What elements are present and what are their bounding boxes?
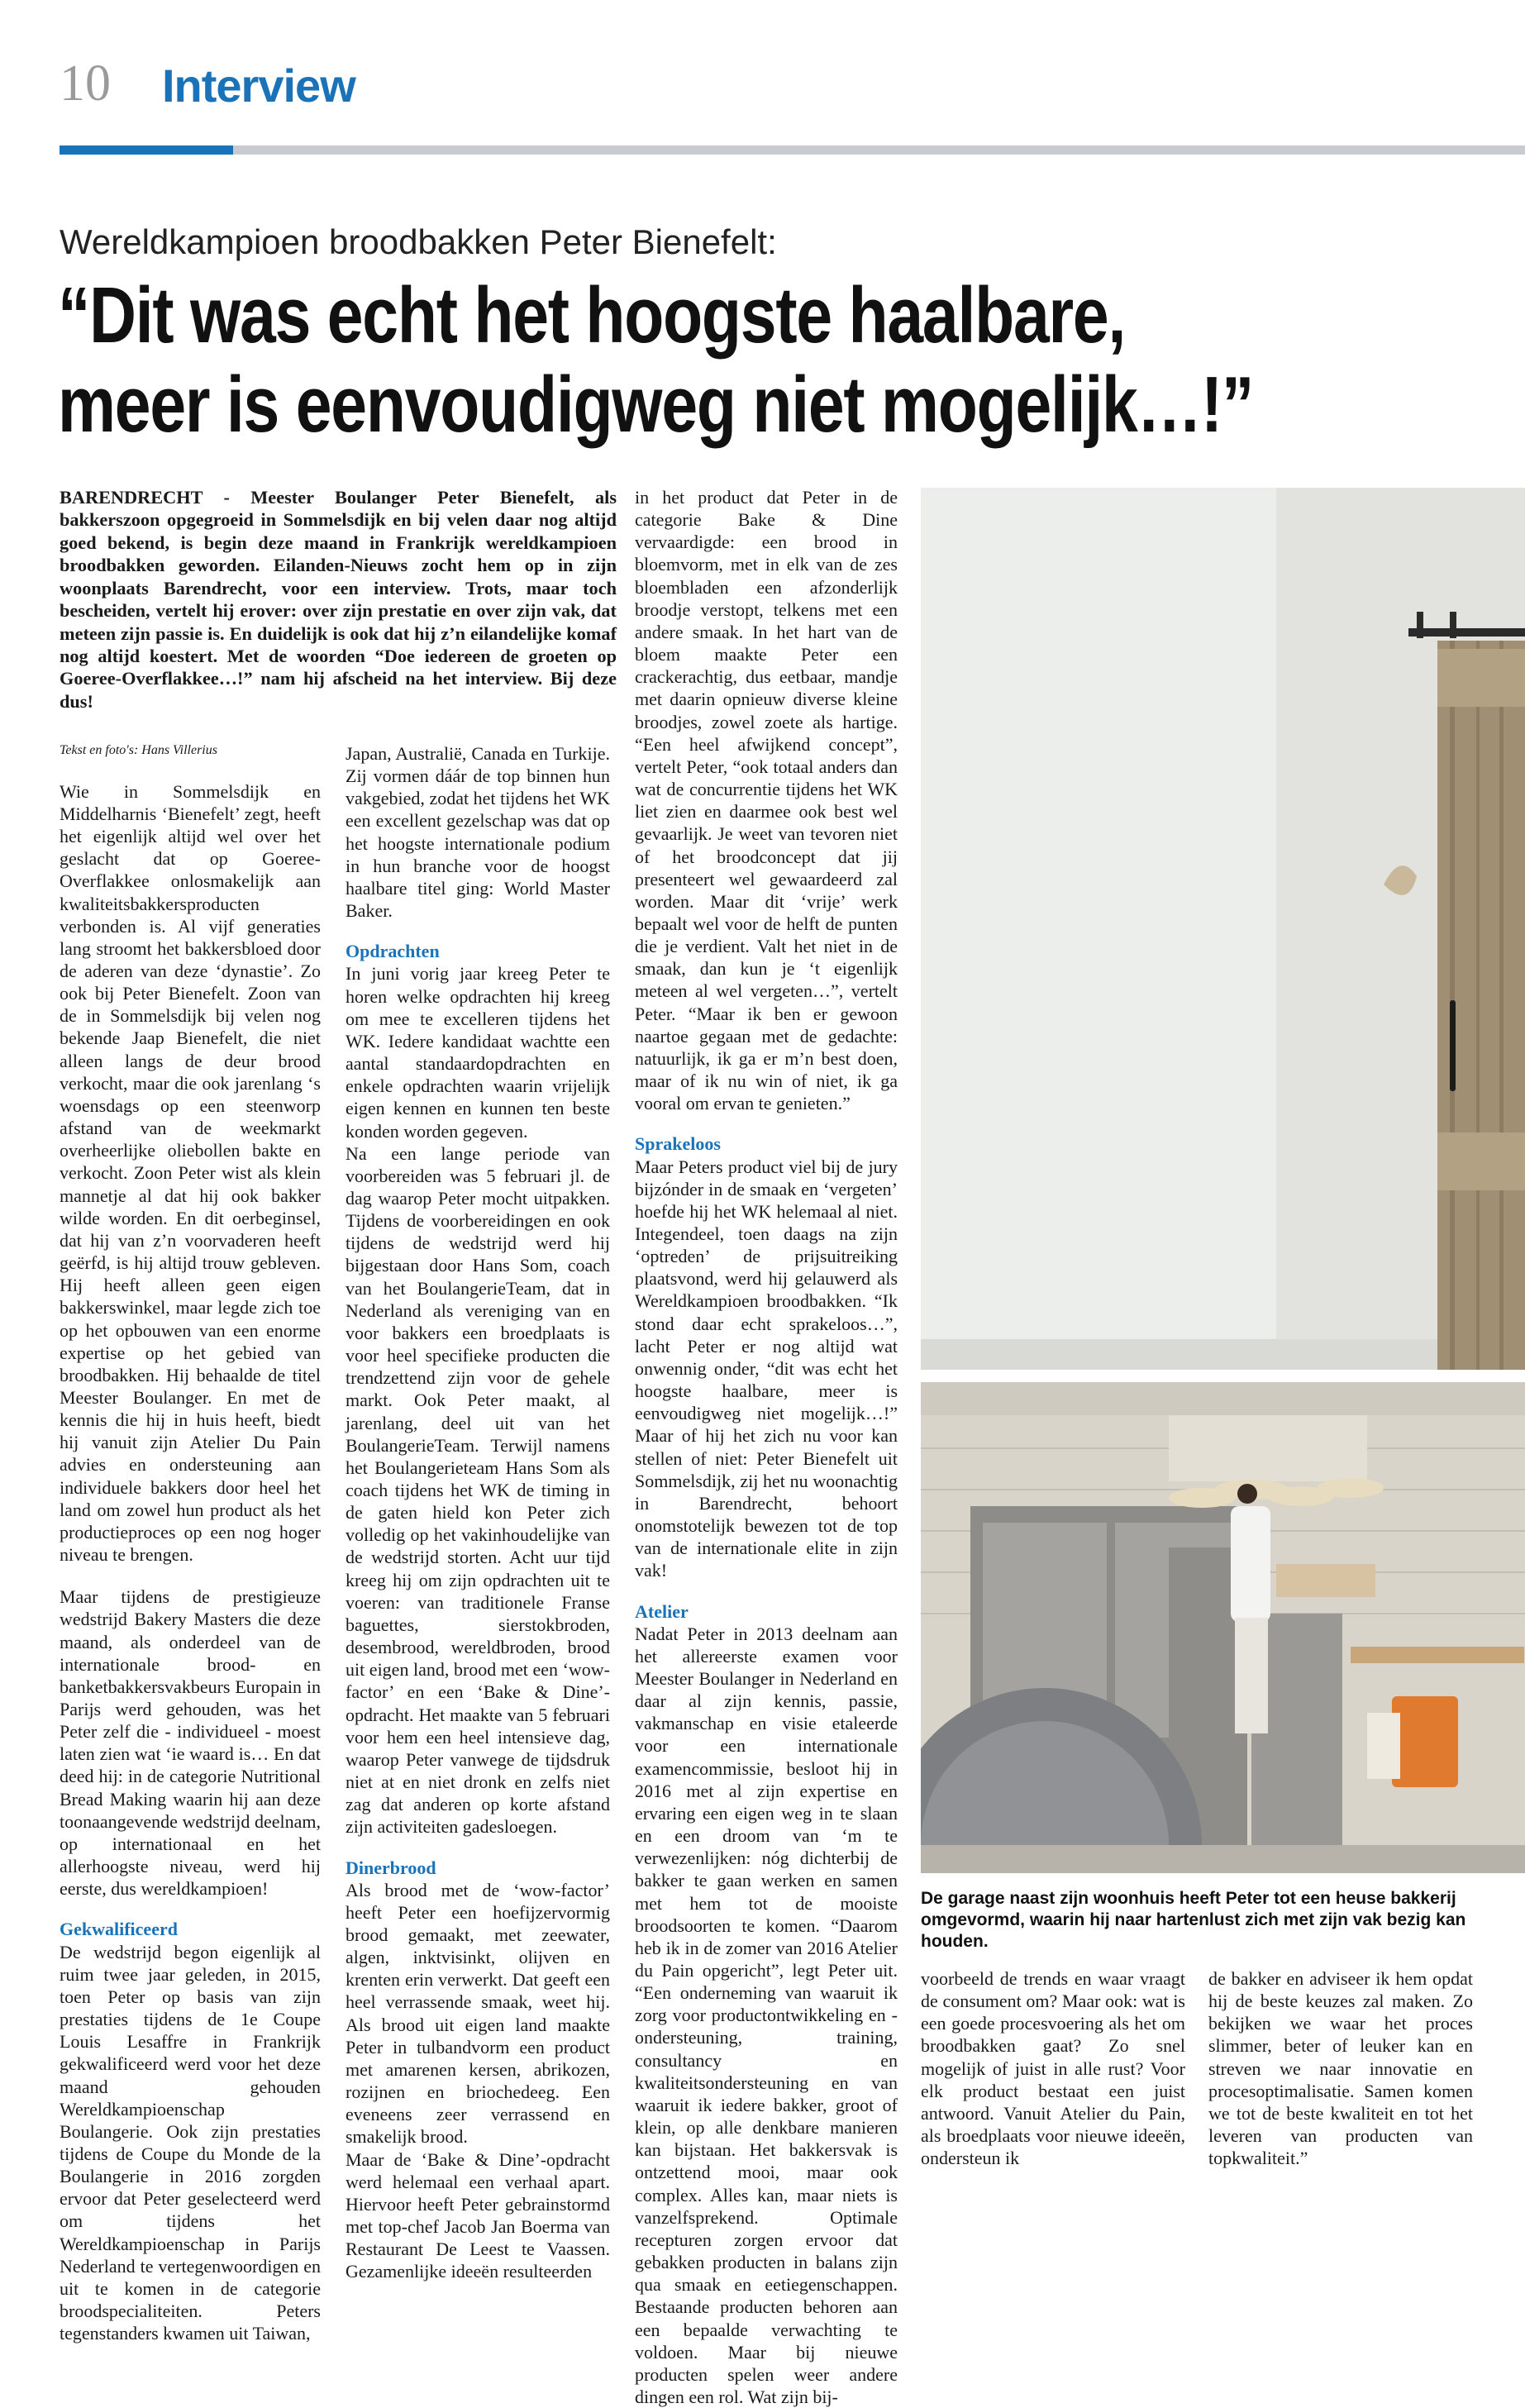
column-1 (60, 742, 321, 2344)
barn-door-illustration (921, 488, 1525, 1370)
subheading-sprakeloos: Sprakeloos (635, 1133, 721, 1155)
paragraph: Wie in Sommelsdijk en Middelharnis ‘Bienefelt’ zegt, heeft het eigenlijk altijd wel over het geslacht dat op Goeree-Overflakkee onlosmakelijk aan kwaliteitsbakkersproducten verbonden is. Al vijf generaties lang stroomt het bakkersbloed door de aderen van deze ‘dynastie’. Zo ook bij Peter Bienefelt. Zoon van de in Sommelsdijk bij velen nog bekende Jaap Bienefelt, die niet alleen langs de deur brood verkocht, maar die ook jarenlang ‘s woensdags op een steenworp afstand van de weekmarkt overheerlijke oliebollen bakte en verkocht. Zoon Peter wist als klein mannetje al dat hij ook bakker wilde worden. En dit oerbeginsel, dat hij van z’n voorvaderen heeft geërfd, is hij altijd trouw gebleven. Hij heeft alleen geen eigen bakkerswinkel, maar legde zich toe op het opbouwen van een enorme expertise op het gebied van broodbakken. Hij behaalde de titel Meester Boulanger. En met de kennis die hij in huis heeft, biedt hij vanuit zijn Atelier Du Pain advies en ondersteuning aan individuele bakkers door heel het land om zowel hun product als het productieproces op een nog hoger niveau te brengen. (60, 780, 321, 1566)
paragraph: Na een lange periode van voorbereiden was 5 februari jl. de dag waarop Peter mocht uitpakken. Tijdens de voorbereidingen en ook tijdens de wedstrijd werd hij bijgestaan door Hans Som, coach van het BoulangerieTeam, dat in Nederland als vereniging van en voor bakkers een broedplaats is voor heel specifieke producten die trendzettend zijn voor de gehele markt. Ook Peter maakt, al jarenlang, deel uit van het BoulangerieTeam. Terwijl namens het Boulangerieteam Hans Som als coach tijdens het WK de timing in de gaten hield kon Peter zich volledig op het vakinhoudelijke van de wedstrijd storten. Acht uur tijd kreeg hij om zijn opdrachten uit te voeren: van traditionele Franse baguettes, sierstokbroden, desembrood, wereldbroden, brood uit eigen land, brood met een ‘wow-factor’ en een ‘Bake & Dine’-opdracht. Het maakte van 5 februari voor hem een heel intensieve dag, waarop Peter vanwege de tijdsdruk niet at en niet dronk en zelfs niet zag dat anderen op korte afstand zijn activiteiten gadesloegen. (346, 1142, 610, 1838)
headline-line-2: meer is eenvoudigweg niet mogelijk…!” (58, 360, 1254, 450)
subheading-atelier: Atelier (635, 1600, 689, 1622)
photo-sliding-barn-door (921, 488, 1525, 1370)
subheading-gekwalificeerd: Gekwalificeerd (60, 1919, 178, 1940)
headline-line-1: “Dit was echt het hoogste haalbare, (58, 271, 1126, 360)
bakery-illustration (921, 1382, 1525, 1873)
byline: Tekst en foto's: Hans Villerius (60, 743, 217, 757)
paragraph: Maar tijdens de prestigieuze wedstrijd Bakery Masters die deze maand, als onderdeel van de internationale brood- en banketbakkersvakbeurs Europain in Parijs werd gehouden, was het Peter zelf die - individueel - moest laten zien wat ‘ie waard is… En dat deed hij: in de categorie Nutritional Bread Making waarin hij aan deze toonaangevende wedstrijd deelnam, op internationaal en het allerhoogste niveau, werd hij eerste, dus wereldkampioen! (60, 1586, 321, 1900)
paragraph: Japan, Australië, Canada en Turkije. Zij vormen dáár de top binnen hun vakgebied, zodat het tijdens het WK een excellent gezelschap was dat op het hoogste internationale podium in hun branche voor de hoogst haalbare titel ging: World Master Baker. (346, 743, 610, 922)
photo-caption: De garage naast zijn woonhuis heeft Peter tot een heuse bakkerij omgevormd, waarin hij naar hartenlust zich met zijn vak bezig kan houden. (921, 1889, 1466, 1952)
paragraph: Maar Peters product viel bij de jury bijzónder in de smaak en ‘vergeten’ hoefde hij het WK helemaal al niet. Integendeel, toen daags na zijn ‘optreden’ de prijsuitreiking plaatsvond, werd hij gelauwerd als Wereldkampioen broodbakken. “Ik stond daar echt sprakeloos…”, lacht Peter er nog altijd wat onwennig onder, “dit was echt het hoogste haalbare, meer is eenvoudigweg niet mogelijk…!” Maar of hij het zich nu voor kan stellen of niet: Peter Bienefelt uit Sommelsdijk, zij het nu woonachtig in Barendrecht, behoort onomstotelijk bewezen tot de top van de internationale elite in zijn vak! (635, 1156, 898, 1581)
dateline: BARENDRECHT (60, 487, 203, 508)
paragraph: in het product dat Peter in de categorie Bake & Dine vervaardigde: een brood in bloemvorm, met in elk van de zes bloembladen een afzonderlijk broodje verstopt, telkens met een andere smaak. In het hart van de bloem maakte Peter een crackerachtig, dus eetbaar, mandje met daarin opnieuw diverse kleine broodjes, zowel zoete als hartige. “Een heel afwijkend concept”, vertelt Peter, “ook totaal anders dan wat de concurrentie tijdens het WK liet zien en daarmee ook best wel gevaarlijk. Je weet van tevoren niet of het broodconcept dat jij presenteert wel gewaardeerd zal worden. Maar dit ‘vrije’ werk bepaalt wel voor de helft de punten die je verdient. Valt het niet in de smaak, dan kun je ‘t eigenlijk meteen al wel vergeten…”, vertelt Peter. “Maar ik ben er gewoon naartoe gegaan met de gedachte: natuurlijk, ik ga er m’n best doen, maar of ik nu win of niet, ik ga vooral om ervan te genieten.” (635, 487, 898, 1114)
paragraph: Maar de ‘Bake & Dine’-opdracht werd helemaal een verhaal apart. Hiervoor heeft Peter gebrainstormd met top-chef Jacob Jan Boerma van Restaurant De Leest te Vaassen. Gezamenlijke ideeën resulteerden (346, 2148, 610, 2282)
column-3 (635, 486, 898, 2408)
paragraph: Als brood met de ‘wow-factor’ heeft Peter een hoefijzervormig brood gemaakt, met zeewater, algen, inktvisinkt, olijven en krenten erin verwerkt. Dat geeft een heel verrassende smaak, weet hij. Als brood uit eigen land maakte Peter in tulbandvorm een product met amarenen kersen, abrikozen, rozijnen en briochedeeg. Een eveneens zeer verrassend en smakelijk brood. (346, 1879, 610, 2148)
article-kicker: Wereldkampioen broodbakken Peter Bienefelt: (60, 222, 777, 261)
paragraph: De wedstrijd begon eigenlijk al ruim twee jaar geleden, in 2015, toen Peter op basis van zijn prestaties tijdens de 1e Coupe Louis Lesaffre in Frankrijk gekwalificeerd werd voor het deze maand gehouden Wereldkampioenschap Boulangerie. Ook zijn prestaties tijdens de Coupe du Monde de la Boulangerie in 2016 zorgden ervoor dat Peter geselecteerd werd om tijdens het Wereldkampioenschap in Parijs Nederland te vertegenwoordigen en uit te komen in de categorie broodspecialiteiten. Peters tegenstanders kwamen uit Taiwan, (60, 1941, 321, 2344)
header-rule-accent (60, 145, 233, 155)
page-number: 10 (60, 55, 111, 112)
section-title: Interview (162, 60, 355, 112)
paragraph: In juni vorig jaar kreeg Peter te horen welke opdrachten hij kreeg om mee te excelleren tijdens het WK. Iedere kandidaat wachtte een aantal standaardopdrachten en enkele opdrachten waarin vrijelijk eigen kennen en kunnen ten beste konden worden gegeven. (346, 963, 610, 1142)
paragraph: voorbeeld de trends en waar vraagt de consument om? Maar ook: wat is een goede procesvoering als het om broodbakken gaat? Zo snel mogelijk of juist in alle rust? Voor elk product bestaat een juist antwoord. Vanuit Atelier du Pain, als broedplaats voor nieuwe ideeën, ondersteun ik (921, 1968, 1185, 2169)
header-rule (233, 145, 1525, 155)
column-4 (921, 1967, 1185, 2169)
photo-bakery-workshop (921, 1382, 1525, 1873)
subheading-opdrachten: Opdrachten (346, 941, 440, 962)
column-5 (1208, 1967, 1473, 2169)
intro-text: - Meester Boulanger Peter Bienefelt, als bakkerszoon opgegroeid in Sommelsdijk en bij velen daar nog altijd goed bekend, is begin deze maand in Frankrijk wereldkampioen broodbakken geworden. Eilanden-Nieuws zocht hem op in zijn woonplaats Barendrecht, voor een interview. Trots, maar toch bescheiden, vertelt hij erover: over zijn prestatie en over zijn vak, dat meteen zijn passie is. En duidelijk is ook dat hij z’n eilandelijke komaf nog altijd koestert. Met de woorden “Doe iedereen de groeten op Goeree-Overflakkee…!” nam hij afscheid na het interview. Bij deze dus! (60, 487, 617, 712)
column-2 (346, 742, 610, 2282)
article-headline (58, 271, 1508, 451)
subheading-dinerbrood: Dinerbrood (346, 1857, 436, 1878)
paragraph: de bakker en adviseer ik hem opdat hij de beste keuzes zal maken. Zo bekijken we waar het proces slimmer, beter of leuker kan en streven we naar innovatie en procesoptimalisatie. Samen komen we tot de beste kwaliteit en tot het leveren van producten van topkwaliteit.” (1208, 1968, 1473, 2169)
article-intro (60, 486, 617, 713)
paragraph: Nadat Peter in 2013 deelnam aan het allereerste examen voor Meester Boulanger in Nederland en daar al zijn kennis, passie, vakmanschap en visie etaleerde voor een internationale examencommissie, besloot hij in 2016 met al zijn expertise en ervaring een eigen weg in te slaan en een droom van ‘m te verwezenlijken: nóg dichterbij de bakker te gaan werken en samen met hem tot de mooiste broodsoorten te komen. “Daarom heb ik in de zomer van 2016 Atelier du Pain opgericht”, legt Peter uit. “Een onderneming van waaruit ik zorg voor productontwikkeling en -ondersteuning, training, consultancy en kwaliteitsondersteuning en van waaruit ik iedere bakker, groot of klein, op alle denkbare manieren kan bijstaan. Het bakkersvak is ontzettend mooi, maar ook complex. Alles kan, maar niets is vanzelfsprekend. Optimale recepturen zorgen ervoor dat gebakken producten in balans zijn qua smaak en eetiegenschappen. Bestaande producten behoren aan een bepaalde verwachting te voldoen. Maar bij nieuwe producten spelen weer andere dingen een rol. Wat zijn bij- (635, 1623, 898, 2407)
